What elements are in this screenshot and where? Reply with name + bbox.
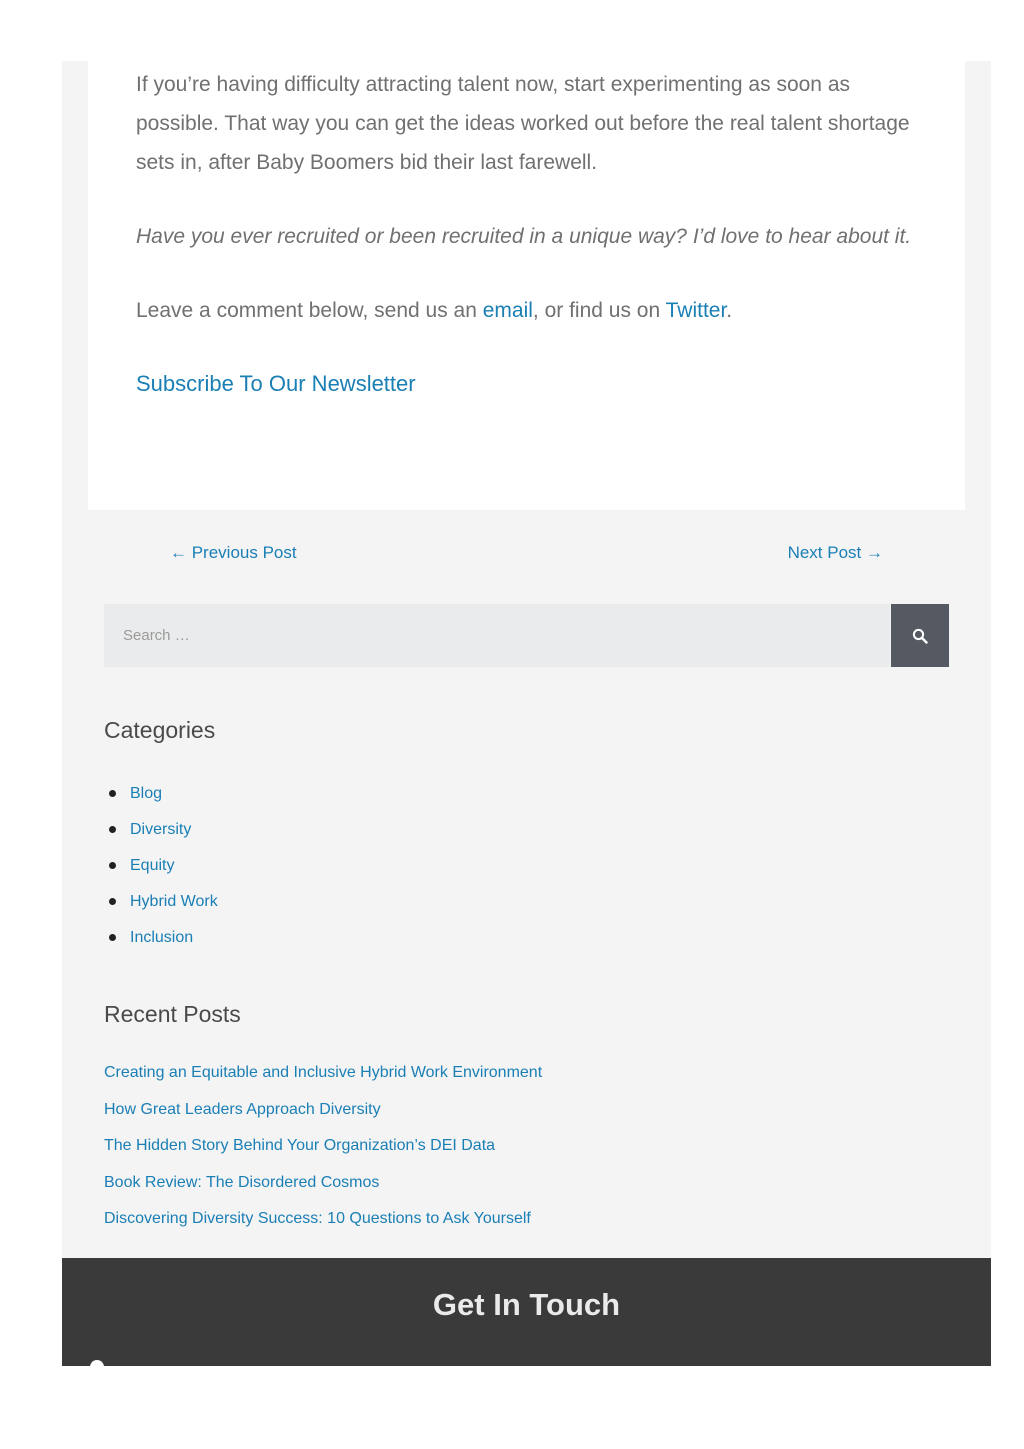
post-navigation <box>62 543 991 573</box>
category-link-hybrid-work[interactable]: Hybrid Work <box>130 893 218 910</box>
search-icon <box>912 628 928 644</box>
bullet-icon <box>109 862 116 869</box>
category-link-diversity[interactable]: Diversity <box>130 821 192 838</box>
recent-post-link[interactable]: Discovering Diversity Success: 10 Questions to Ask Yourself <box>104 1210 531 1227</box>
email-link[interactable]: email <box>482 299 533 322</box>
list-item <box>104 1165 542 1202</box>
subscribe-newsletter-link[interactable]: Subscribe To Our Newsletter <box>136 371 416 396</box>
category-link-inclusion[interactable]: Inclusion <box>130 929 194 946</box>
search-button[interactable] <box>891 604 949 667</box>
list-item <box>104 884 218 920</box>
contact-text-middle: , or find us on <box>532 299 666 322</box>
contact-text-end: . <box>726 299 733 322</box>
previous-post-link[interactable]: ← Previous Post <box>170 543 297 562</box>
search-form <box>104 604 949 667</box>
article-card <box>88 61 965 510</box>
page-container <box>62 61 991 1366</box>
article-paragraph: If you’re having difficulty attracting talent now, start experimenting as soon as possible. That way you can get the ideas worked out before the real talent shortage sets in, after Baby Boomers bid their last farewell. <box>136 73 910 174</box>
next-post-link[interactable]: Next Post → <box>787 543 883 562</box>
bullet-icon <box>109 826 116 833</box>
article-contact-paragraph <box>136 291 926 330</box>
recent-posts-heading: Recent Posts <box>104 1001 241 1027</box>
article-question-paragraph: Have you ever recruited or been recruited in a unique way? I’d love to hear about it. <box>136 225 912 248</box>
recent-post-link[interactable]: How Great Leaders Approach Diversity <box>104 1100 381 1118</box>
footer-heading: Get In Touch <box>432 1287 621 1322</box>
recent-post-link[interactable]: Creating an Equitable and Inclusive Hybrid Work Environment <box>104 1064 543 1081</box>
recent-post-link[interactable]: Book Review: The Disordered Cosmos <box>104 1173 380 1191</box>
location-icon <box>90 1360 104 1366</box>
contact-text-start: Leave a comment below, send us an <box>136 299 483 322</box>
list-item <box>104 1201 542 1238</box>
search-input[interactable] <box>104 604 890 667</box>
list-item <box>104 812 218 848</box>
list-item <box>104 1128 542 1165</box>
bullet-icon <box>109 934 116 941</box>
categories-heading: Categories <box>104 717 216 743</box>
list-item <box>104 848 218 884</box>
category-link-equity[interactable]: Equity <box>130 857 175 874</box>
categories-list <box>104 776 218 956</box>
article-body <box>136 65 926 404</box>
list-item <box>104 920 218 956</box>
category-link-blog[interactable]: Blog <box>130 785 163 802</box>
bullet-icon <box>109 790 116 797</box>
bullet-icon <box>109 898 116 905</box>
list-item <box>104 1092 542 1129</box>
footer-contact-section <box>62 1258 991 1366</box>
twitter-link[interactable]: Twitter <box>665 299 727 322</box>
recent-post-link[interactable]: The Hidden Story Behind Your Organization’s DEI Data <box>104 1137 496 1154</box>
recent-posts-list <box>104 1055 542 1238</box>
list-item <box>104 776 218 812</box>
list-item <box>104 1055 542 1092</box>
